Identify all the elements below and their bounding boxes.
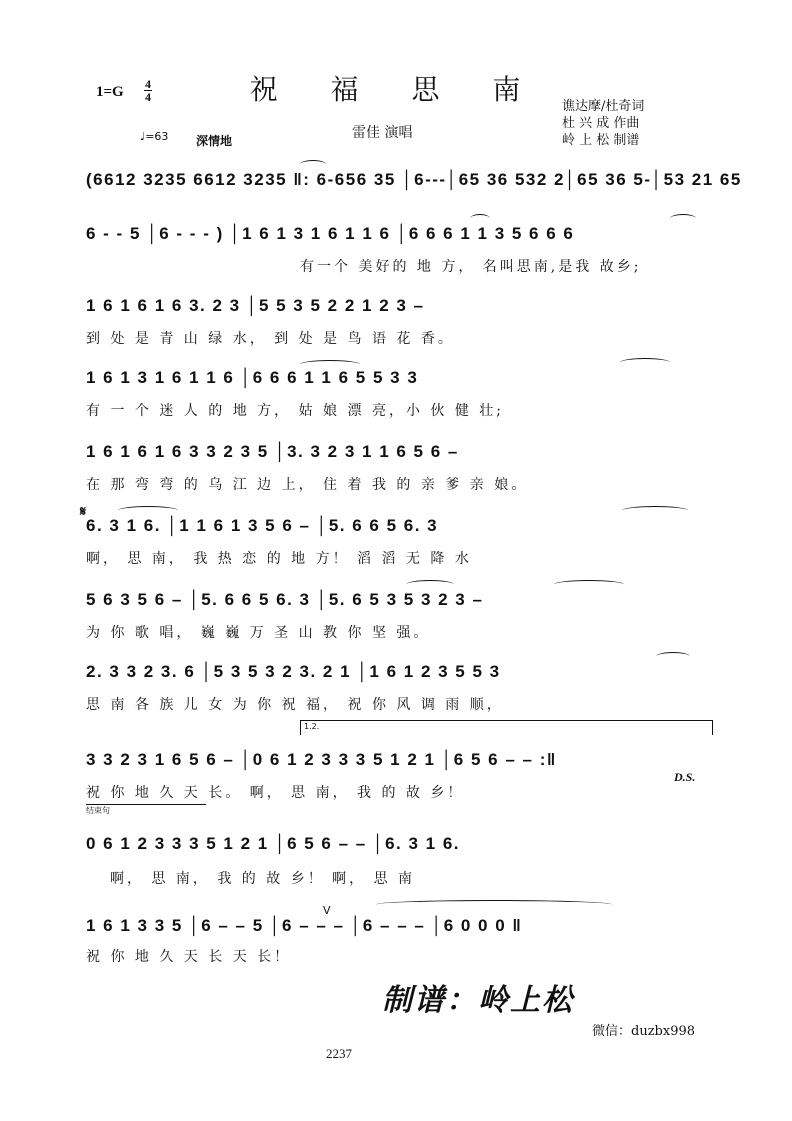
- notation-line-6: 6. 3 1 6. │1 1 6 1 3 5 6 – │5. 6 6 5 6. 3: [86, 516, 439, 535]
- lyrics-line-8: 思 南 各 族 儿 女 为 你 祝 福， 祝 你 风 调 雨 顺，: [86, 697, 504, 713]
- notation-line-7: 5 6 3 5 6 – │5. 6 6 5 6. 3 │5. 6 5 3 5 3 2 3 –: [86, 590, 484, 609]
- notation-line-8: 2. 3 3 2 3. 6 │5 3 5 3 2 3. 2 1 │1 6 1 2 3 5 5 3: [86, 662, 501, 681]
- notation-line-2: 6 - - 5 │6 - - - ) │1 6 1 3 1 6 1 1 6 │6 6 6 1 1 3 5 6 6 6: [86, 224, 575, 243]
- composer-credit: 杜 兴 成 作曲: [562, 116, 640, 131]
- slur: [656, 652, 690, 661]
- slur: [670, 214, 696, 223]
- slur: [118, 506, 178, 515]
- lyrics-line-4: 有 一 个 迷 人 的 地 方， 姑 娘 漂 亮，小 伙 健 壮;: [86, 403, 505, 419]
- arranger-signature: 制谱：岭上松: [382, 983, 574, 1018]
- lyrics-line-11: 祝 你 地 久 天 长 天 长！: [86, 949, 292, 965]
- slur: [376, 900, 612, 909]
- ds-marking: D.S.: [674, 770, 696, 784]
- slur: [300, 160, 326, 169]
- time-signature-bottom: 4: [145, 90, 151, 104]
- notation-line-1: (6612 3235 6612 3235 ‖: 6-656 35 │6---│65 36 532 2│65 36 5-│53 21 65: [86, 170, 742, 189]
- lyrics-line-2: 有一个 美好的 地 方， 名叫思南,是我 故乡;: [300, 259, 642, 275]
- key-signature: 1=G: [96, 84, 124, 100]
- notation-line-5: 1 6 1 6 1 6 3 3 2 3 5 │3. 3 2 3 1 1 6 5 6 –: [86, 442, 459, 461]
- notation-line-11: 1 6 1 3 3 5 │6 – – 5 │6 – – – │6 – – – │6 0 0 0 ‖: [86, 916, 523, 935]
- slur: [406, 580, 454, 589]
- volta-label: 1.2.: [304, 722, 320, 731]
- tempo-marking: ♩=63: [140, 130, 169, 143]
- credits-block: [562, 98, 644, 149]
- time-signature-top: 4: [145, 77, 151, 91]
- singer-credit: 雷佳 演唱: [352, 125, 413, 141]
- song-title: 祝 福 思 南: [249, 73, 543, 106]
- coda-label: 结束句: [86, 804, 206, 816]
- slur: [554, 580, 624, 589]
- lyrics-line-10: 啊， 思 南， 我 的 故 乡！ 啊， 思 南: [110, 871, 416, 887]
- segno-sign: 𝄋: [80, 504, 87, 520]
- lyricist-credit: 谯达摩/杜奇词: [562, 99, 645, 114]
- slur: [470, 214, 490, 223]
- lyrics-line-7: 为 你 歌 唱， 巍 巍 万 圣 山 教 你 坚 强。: [86, 625, 431, 641]
- slur: [622, 506, 688, 515]
- lyrics-line-3: 到 处 是 青 山 绿 水， 到 处 是 鸟 语 花 香。: [86, 331, 455, 347]
- slur: [300, 360, 360, 369]
- lyrics-line-6: 啊， 思 南， 我 热 恋 的 地 方！ 滔 滔 无 降 水: [86, 551, 472, 567]
- notation-line-4: 1 6 1 3 1 6 1 1 6 │6 6 6 1 1 6 5 5 3 3: [86, 368, 419, 387]
- expression-marking: 深情地: [196, 134, 233, 148]
- lyrics-line-5: 在 那 弯 弯 的 乌 江 边 上， 住 着 我 的 亲 爹 亲 娘。: [86, 477, 529, 493]
- page-number: 2237: [326, 1046, 352, 1061]
- lyrics-line-9: 祝 你 地 久 天 长。 啊， 思 南， 我 的 故 乡！: [86, 785, 465, 801]
- breath-mark: V: [323, 904, 331, 917]
- arranger-credit: 岭 上 松 制谱: [562, 133, 640, 148]
- notation-line-10: 0 6 1 2 3 3 3 5 1 2 1 │6 5 6 – – │6. 3 1 6.: [86, 834, 461, 853]
- notation-line-3: 1 6 1 6 1 6 3. 2 3 │5 5 3 5 2 2 1 2 3 –: [86, 296, 425, 315]
- time-signature: [144, 78, 152, 103]
- notation-line-9: 3 3 2 3 1 6 5 6 – │0 6 1 2 3 3 3 5 1 2 1 │6 5 6 – – :‖: [86, 750, 557, 769]
- volta-bracket: [300, 720, 713, 735]
- wechat-contact: 微信：duzbx998: [592, 1024, 696, 1039]
- slur: [620, 358, 670, 367]
